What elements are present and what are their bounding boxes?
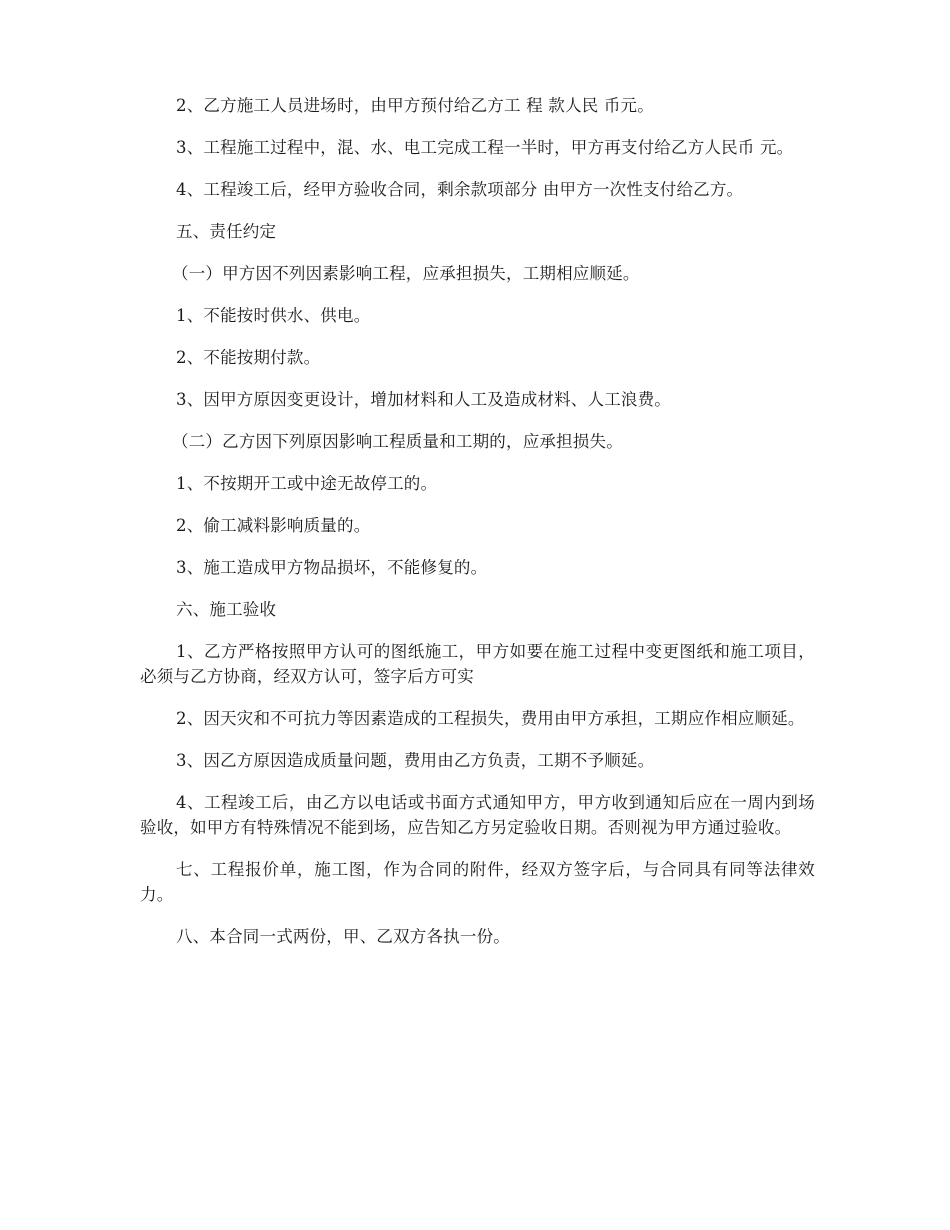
section-heading-attachments: 七、工程报价单，施工图，作为合同的附件，经双方签字后，与合同具有同等法律效力。 bbox=[140, 860, 815, 904]
list-item: 2、不能按期付款。 bbox=[176, 348, 321, 367]
section-heading-acceptance: 六、施工验收 bbox=[176, 600, 277, 619]
paragraph-payment-midway: 3、工程施工过程中，混、水、电工完成工程一半时，甲方再支付给乙方人民币 元。 bbox=[176, 138, 794, 157]
paragraph-party-b-liability: （二）乙方因下列原因影响工程质量和工期的，应承担损失。 bbox=[172, 432, 623, 451]
list-item: 4、工程竣工后，由乙方以电话或书面方式通知甲方，甲方收到通知后应在一周内到场验收，如甲方有特殊情况不能到场，应告知乙方另定验收日期。否则视为甲方通过验收。 bbox=[140, 793, 815, 837]
paragraph-payment-advance: 2、乙方施工人员进场时，由甲方预付给乙方工 程 款人民 币元。 bbox=[176, 96, 654, 115]
list-item: 3、施工造成甲方物品损坏，不能修复的。 bbox=[176, 558, 488, 577]
paragraph-party-a-liability: （一）甲方因不列因素影响工程，应承担损失，工期相应顺延。 bbox=[172, 264, 640, 283]
list-item: 1、乙方严格按照甲方认可的图纸施工，甲方如要在施工过程中变更图纸和施工项目，必须与乙方协商，经双方认可，签字后方可实 bbox=[140, 642, 815, 686]
list-item: 3、因乙方原因造成质量问题，费用由乙方负责，工期不予顺延。 bbox=[176, 751, 655, 770]
list-item: 2、偷工减料影响质量的。 bbox=[176, 516, 371, 535]
document-body bbox=[140, 93, 815, 966]
list-item: 2、因天灾和不可抗力等因素造成的工程损失，费用由甲方承担，工期应作相应顺延。 bbox=[176, 709, 805, 728]
paragraph-payment-final: 4、工程竣工后，经甲方验收合同，剩余款项部分 由甲方一次性支付给乙方。 bbox=[176, 180, 744, 199]
section-heading-copies: 八、本合同一式两份，甲、乙双方各执一份。 bbox=[176, 927, 510, 946]
section-heading-liability: 五、责任约定 bbox=[176, 222, 277, 241]
list-item: 1、不能按时供水、供电。 bbox=[176, 306, 371, 325]
list-item: 1、不按期开工或中途无故停工的。 bbox=[176, 474, 438, 493]
list-item: 3、因甲方原因变更设计，增加材料和人工及造成材料、人工浪费。 bbox=[176, 390, 671, 409]
